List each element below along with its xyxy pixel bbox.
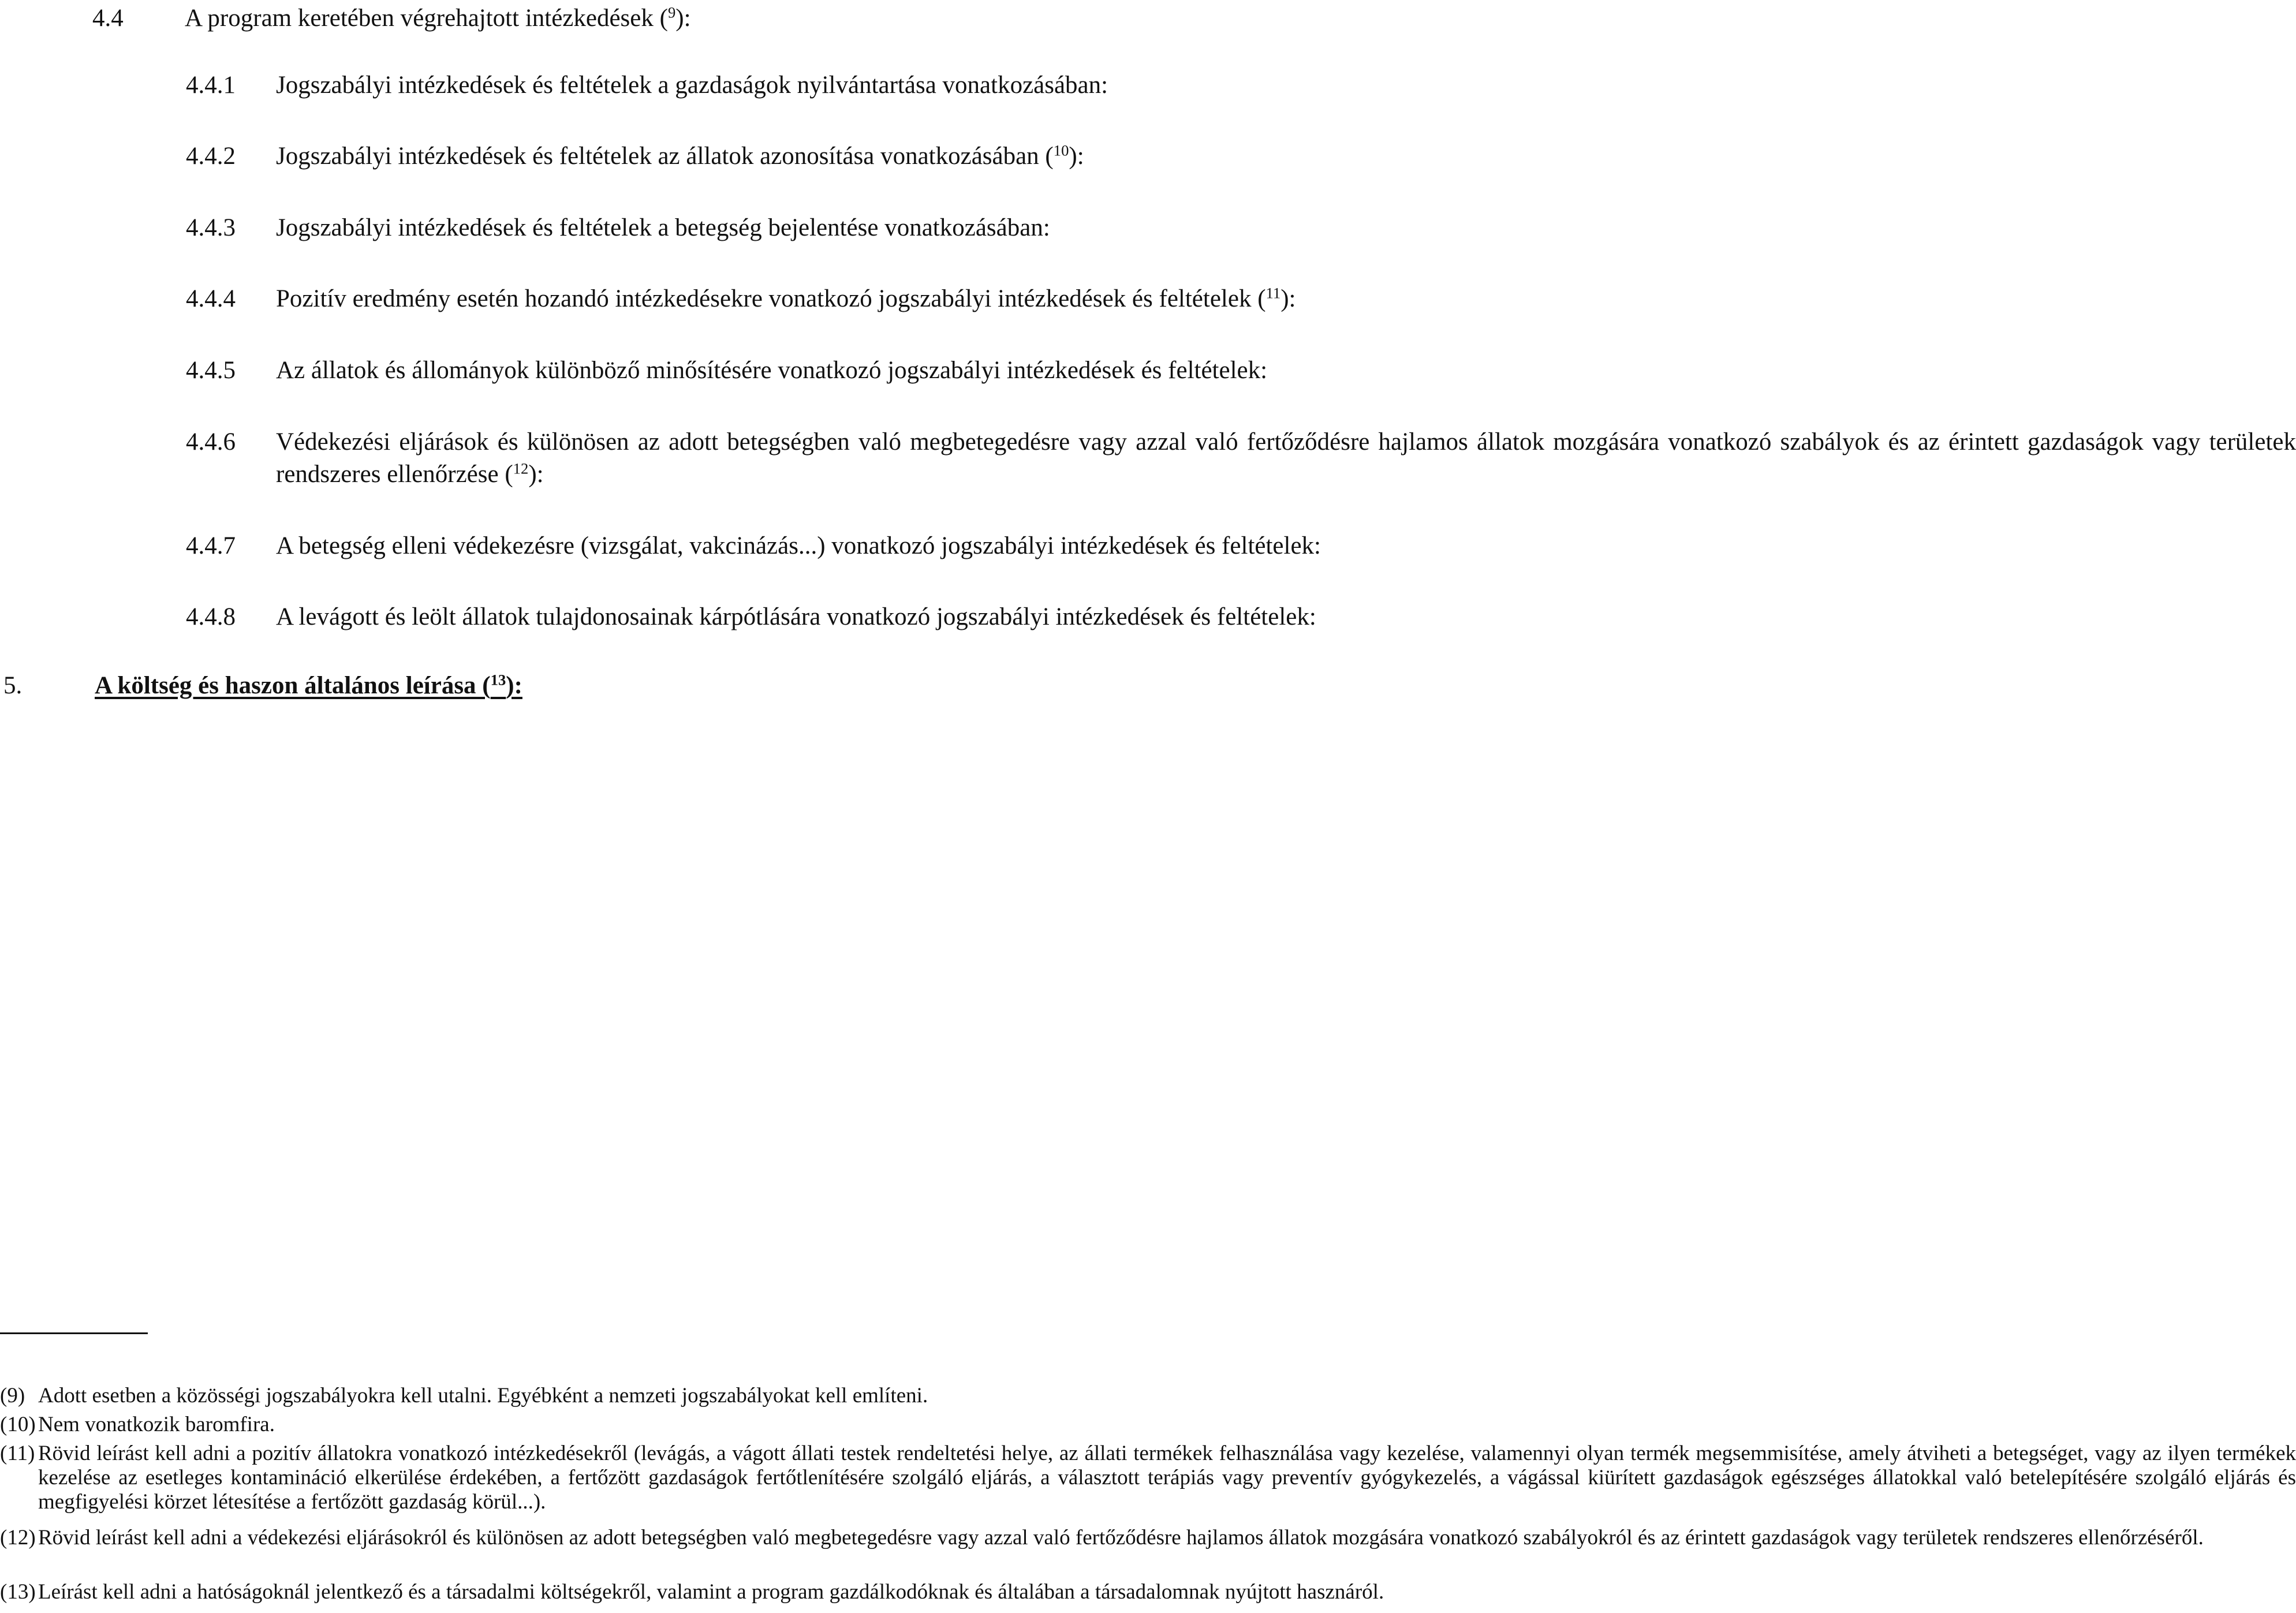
footnote-ref[interactable]: 9 — [667, 3, 676, 21]
footnote-mark: (11) — [0, 1442, 35, 1465]
footnote-separator — [0, 1332, 148, 1334]
section-number: 5. — [3, 672, 23, 699]
footnote-mark: (12) — [0, 1526, 36, 1549]
section-title: A program keretében végrehajtott intézkedések ($^9$): — [185, 3, 691, 32]
subsection-number: 4.4.5 — [186, 357, 236, 384]
footnote-ref[interactable]: 11 — [1265, 284, 1281, 302]
footnote-ref[interactable]: 10 — [1053, 141, 1069, 159]
subsection-number: 4.4.7 — [186, 532, 236, 559]
footnote-text: Adott esetben a közösségi jogszabályokra kell utalni. Egyébként a nemzeti jogszabályokat kell említeni. — [38, 1384, 928, 1407]
section-title: A költség és haszon általános leírása ($^{13}$): — [95, 671, 522, 699]
subsection-number: 4.4.3 — [186, 214, 236, 241]
subsection-text: A betegség elleni védekezésre (vizsgálat, vakcinázás...) vonatkozó jogszabályi intézkedések és feltételek: — [276, 532, 1321, 559]
subsection-number: 4.4.4 — [186, 285, 236, 312]
subsection-text: Az állatok és állományok különböző minősítésére vonatkozó jogszabályi intézkedések és feltételek: — [276, 357, 1268, 384]
subsection-text: A levágott és leölt állatok tulajdonosainak kárpótlására vonatkozó jogszabályi intézkedések és feltételek: — [276, 603, 1316, 630]
subsection-text: Pozitív eredmény esetén hozandó intézkedésekre vonatkozó jogszabályi intézkedések és feltételek ($^{11}$): — [276, 284, 1296, 312]
footnote-mark: (10) — [0, 1413, 36, 1436]
section-number: 4.4 — [92, 5, 124, 32]
footnote-ref[interactable]: 12 — [513, 460, 529, 477]
subsection-4-4-6 — [186, 426, 2296, 495]
subsection-number: 4.4.8 — [186, 603, 236, 630]
subsection-text: Védekezési eljárások és különösen az adott betegségben való megbetegedésre vagy azzal való fertőződésre hajlamos állatok mozgására vonatkozó szabályok és az érintett gazdaságok vagy területek rendszeres ellenőrzése ($^{12}$): — [276, 428, 2296, 488]
subsection-text: Jogszabályi intézkedések és feltételek a gazdaságok nyilvántartása vonatkozásában: — [276, 72, 1108, 99]
footnote-text: Rövid leírást kell adni a védekezési eljárásokról és különösen az adott betegségben való megbetegedésre vagy azzal való fertőződésre hajlamos állatok mozgására vonatkozó szabályokról és az érintett gazdaságok vagy területek rendszeres ellenőrzéséről. — [38, 1526, 2204, 1549]
subsection-text: Jogszabályi intézkedések és feltételek a betegség bejelentése vonatkozásában: — [276, 214, 1050, 241]
subsection-number: 4.4.1 — [186, 72, 236, 99]
footnote-text: Rövid leírást kell adni a pozitív állatokra vonatkozó intézkedésekről (levágás, a vágott állati testek rendeltetési helye, az állati termékek felhasználása vagy kezelése, valamennyi olyan termék megsemmisítése, amely átviheti a betegséget, vagy az ilyen termékek kezelése az esetleges kontamináció elkerülése érdekében, a fertőzött gazdaságok fertőtlenítésére szolgáló eljárás, a választott terápiás vagy preventív gyógykezelés, a vágással kiürített gazdaságok egészséges állatokkal való betelepítésére szolgáló eljárás és megfigyelési körzet létesítése a fertőzött gazdaság körül...). — [38, 1442, 2296, 1514]
footnote-text: Leírást kell adni a hatóságoknál jelentkező és a társadalmi költségekről, valamint a program gazdálkodóknak és általában a társadalomnak nyújtott hasznáról. — [38, 1580, 1384, 1604]
subsection-text: Jogszabályi intézkedések és feltételek az állatok azonosítása vonatkozásában ($^{10}$): — [276, 141, 1084, 170]
footnote-mark: (13) — [0, 1580, 36, 1604]
footnote-ref[interactable]: 13 — [490, 671, 506, 689]
subsection-number: 4.4.6 — [186, 428, 236, 455]
subsection-number: 4.4.2 — [186, 143, 236, 170]
footnote-mark: (9) — [0, 1384, 25, 1407]
footnote-text: Nem vonatkozik baromfira. — [38, 1413, 275, 1436]
